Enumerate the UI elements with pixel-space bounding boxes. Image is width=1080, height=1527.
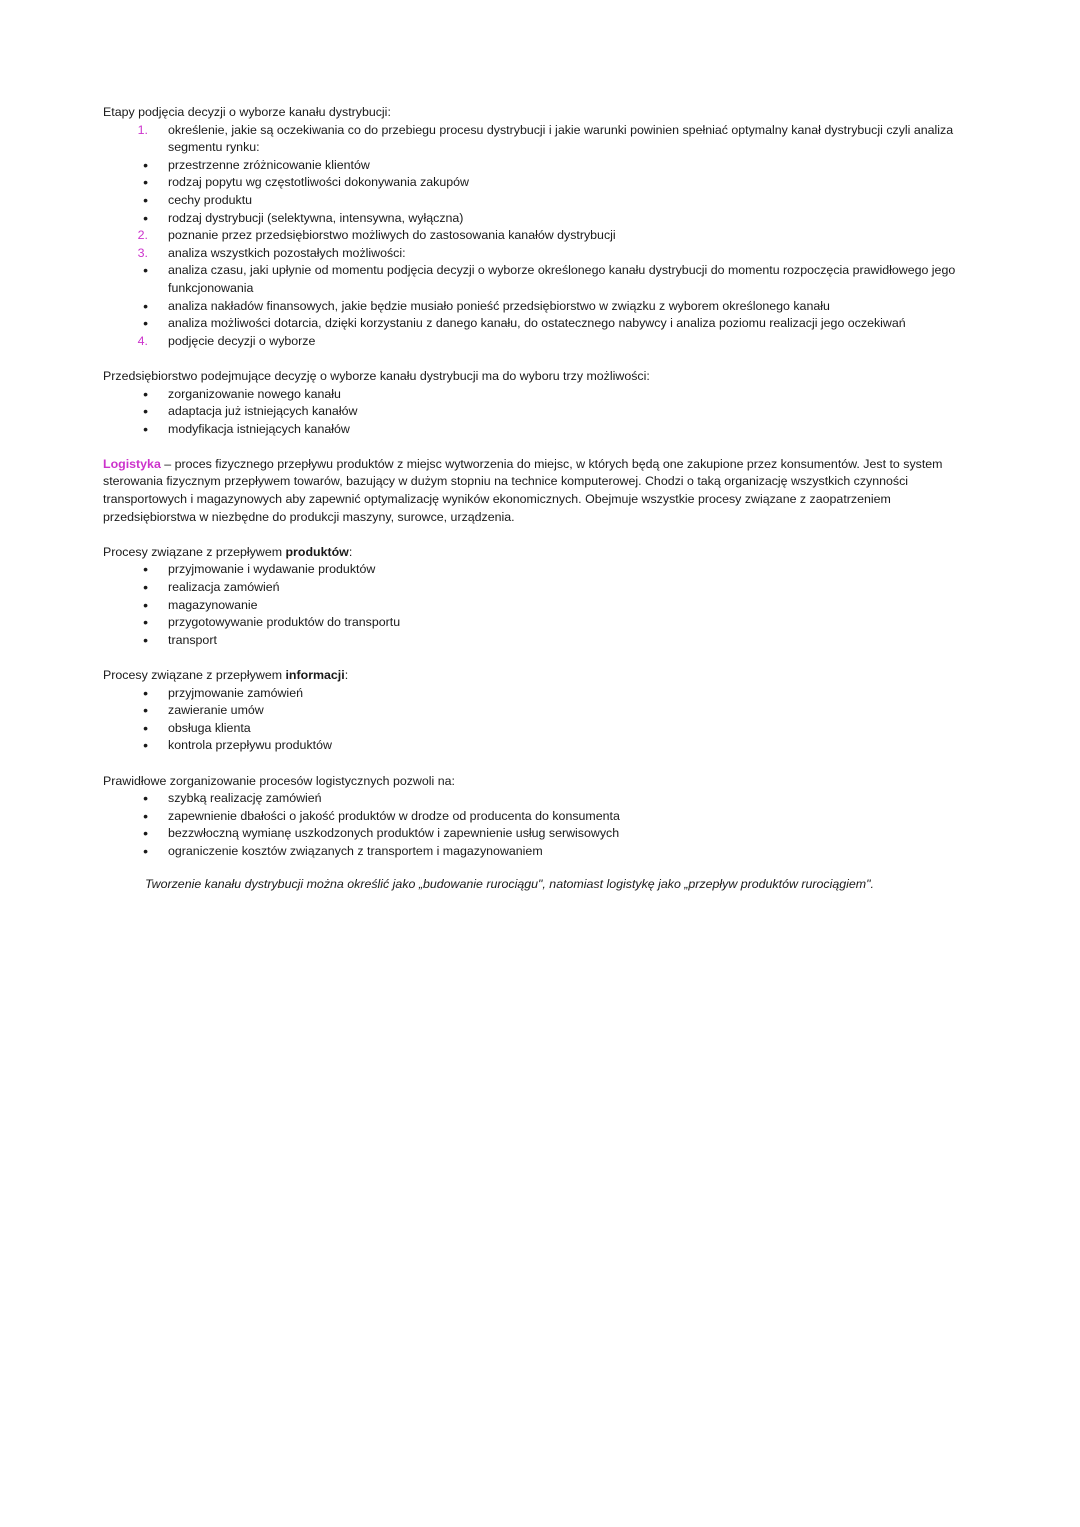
- item-text: przyjmowanie i wydawanie produktów: [168, 562, 376, 577]
- item-text: adaptacja już istniejących kanałów: [168, 404, 358, 419]
- numbered-item: [103, 227, 983, 245]
- stages-list: [103, 122, 983, 351]
- bullet-marker: •: [143, 614, 148, 631]
- bullet-item: [103, 403, 983, 421]
- item-text: zorganizowanie nowego kanału: [168, 386, 341, 401]
- item-text: bezzwłoczną wymianę uszkodzonych produktów i zapewnienie usług serwisowych: [168, 826, 620, 841]
- bullet-marker: •: [143, 209, 148, 226]
- bullet-item: [103, 298, 983, 316]
- bullet-marker: •: [143, 579, 148, 596]
- item-text: zawieranie umów: [168, 703, 264, 718]
- bullet-item: [103, 597, 983, 615]
- item-number: 4.: [137, 333, 148, 348]
- section-information-flow: [103, 667, 983, 755]
- information-flow-list: [103, 685, 983, 755]
- section-title: Procesy związane z przepływem informacji:: [103, 668, 349, 682]
- bold-keyword: informacji: [285, 668, 345, 682]
- bullet-marker: •: [143, 842, 148, 859]
- item-number: 3.: [137, 245, 148, 260]
- bullet-marker: •: [143, 807, 148, 824]
- bullet-item: [103, 790, 983, 808]
- item-text: cechy produktu: [168, 192, 253, 207]
- item-text: kontrola przepływu produktów: [168, 738, 332, 753]
- item-text: określenie, jakie są oczekiwania co do przebiegu procesu dystrybucji i jakie warunki powinien spełniać optymalny kanał dystrybucji czyli analiza segmentu rynku:: [168, 122, 954, 155]
- bullet-marker: •: [143, 702, 148, 719]
- bullet-item: [103, 720, 983, 738]
- bullet-item: [103, 157, 983, 175]
- bullet-item: [103, 421, 983, 439]
- item-text: analiza nakładów finansowych, jakie będzie musiało ponieść przedsiębiorstwo w związku z wyborem określonego kanału: [168, 298, 830, 313]
- definition-text: – proces fizycznego przepływu produktów z miejsc wytworzenia do miejsc, w których będą one zakupione przez konsumentów. Jest to system sterowania fizycznym przepływem towarów, bazujący w dużym stopniu na technice komputerowej. Chodzi o taką organizację wszystkich czynności transportowych i magazynowych aby zapewnić optymalizację wyników ekonomicznych. Obejmuje wszystkie procesy związane z zaopatrzeniem przedsiębiorstwa w niezbędne do produkcji maszyny, surowce, urządzenia.: [103, 456, 943, 524]
- item-text: modyfikacja istniejących kanałów: [168, 421, 350, 436]
- logistics-definition: [103, 456, 983, 526]
- item-text: rodzaj dystrybucji (selektywna, intensywna, wyłączna): [168, 210, 464, 225]
- bullet-marker: •: [143, 561, 148, 578]
- bullet-item: [103, 262, 983, 297]
- product-flow-list: [103, 561, 983, 649]
- bullet-marker: •: [143, 825, 148, 842]
- item-text: zapewnienie dbałości o jakość produktów w drodze od producenta do konsumenta: [168, 808, 620, 823]
- item-text: poznanie przez przedsiębiorstwo możliwych do zastosowania kanałów dystrybucji: [168, 228, 616, 243]
- item-number: 2.: [137, 228, 148, 243]
- item-text: magazynowanie: [168, 597, 258, 612]
- section-title: Przedsiębiorstwo podejmujące decyzję o wyborze kanału dystrybucji ma do wyboru trzy możliwości:: [103, 368, 650, 383]
- bullet-marker: •: [143, 684, 148, 701]
- bullet-item: [103, 843, 983, 861]
- bullet-item: [103, 315, 983, 333]
- bullet-marker: •: [143, 737, 148, 754]
- bullet-item: [103, 174, 983, 192]
- item-text: rodzaj popytu wg częstotliwości dokonywania zakupów: [168, 175, 469, 190]
- item-text: analiza czasu, jaki upłynie od momentu podjęcia decyzji o wyborze określonego kanału dystrybucji do momentu rozpoczęcia prawidłowego jego funkcjonowania: [168, 263, 956, 295]
- bullet-marker: •: [143, 420, 148, 437]
- section-options: [103, 368, 983, 438]
- section-title: Procesy związane z przepływem produktów:: [103, 544, 353, 559]
- numbered-item: [103, 333, 983, 351]
- benefits-list: [103, 790, 983, 860]
- item-text: szybką realizację zamówień: [168, 791, 322, 806]
- section-title: Prawidłowe zorganizowanie procesów logistycznych pozwoli na:: [103, 773, 455, 788]
- bullet-marker: •: [143, 191, 148, 208]
- bullet-item: [103, 210, 983, 228]
- bullet-item: [103, 192, 983, 210]
- item-number: 1.: [137, 122, 148, 137]
- definition-term: Logistyka: [103, 456, 161, 471]
- bullet-item: [103, 579, 983, 597]
- section-title: Etapy podjęcia decyzji o wyborze kanału dystrybucji:: [103, 105, 391, 119]
- item-text: analiza wszystkich pozostałych możliwości:: [168, 245, 406, 260]
- bullet-marker: •: [143, 385, 148, 402]
- item-text: przyjmowanie zamówień: [168, 685, 303, 700]
- closing-quote: Tworzenie kanału dystrybucji można określić jako „budowanie rurociągu", natomiast logistykę jako „przepływ produktów rurociągiem".: [145, 877, 874, 892]
- bullet-item: [103, 386, 983, 404]
- options-list: [103, 386, 983, 439]
- bullet-marker: •: [143, 262, 148, 279]
- item-text: przygotowywanie produktów do transportu: [168, 615, 401, 630]
- item-text: analiza możliwości dotarcia, dzięki korzystaniu z danego kanału, do ostatecznego nabywcy i analiza poziomu realizacji jego oczekiwań: [168, 316, 906, 331]
- item-text: transport: [168, 632, 217, 647]
- bullet-marker: •: [143, 790, 148, 807]
- bullet-item: [103, 825, 983, 843]
- bullet-marker: •: [143, 596, 148, 613]
- bullet-marker: •: [143, 315, 148, 332]
- bullet-marker: •: [143, 719, 148, 736]
- section-product-flow: [103, 544, 983, 650]
- bullet-item: [103, 737, 983, 755]
- bullet-item: [103, 561, 983, 579]
- bullet-item: [103, 685, 983, 703]
- numbered-item: [103, 122, 983, 157]
- item-text: realizacja zamówień: [168, 580, 280, 595]
- item-text: przestrzenne zróżnicowanie klientów: [168, 157, 370, 172]
- numbered-item: [103, 245, 983, 263]
- bullet-marker: •: [143, 174, 148, 191]
- bullet-marker: •: [143, 156, 148, 173]
- item-text: obsługa klienta: [168, 720, 251, 735]
- bullet-item: [103, 808, 983, 826]
- bullet-item: [103, 702, 983, 720]
- item-text: ograniczenie kosztów związanych z transportem i magazynowaniem: [168, 843, 543, 858]
- item-text: podjęcie decyzji o wyborze: [168, 333, 316, 348]
- section-distribution-stages: [103, 104, 983, 350]
- document-content: [103, 104, 983, 894]
- bullet-item: [103, 632, 983, 650]
- section-benefits: [103, 773, 983, 861]
- bullet-item: [103, 614, 983, 632]
- bullet-marker: •: [143, 297, 148, 314]
- bold-keyword: produktów: [285, 544, 349, 559]
- bullet-marker: •: [143, 403, 148, 420]
- bullet-marker: •: [143, 631, 148, 648]
